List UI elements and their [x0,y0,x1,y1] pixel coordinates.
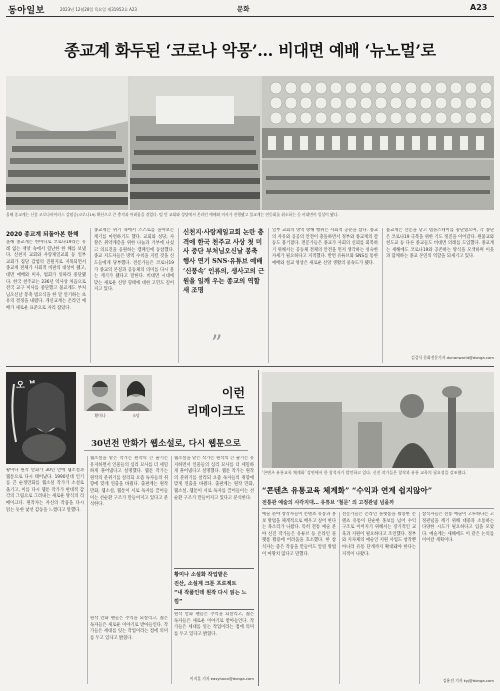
newspaper-logo: 동아일보 [8,6,45,16]
article2-poster [6,372,76,464]
article-separator [6,366,494,367]
article1-column-2: 종교계는 위기 속에서 스스로를 돌아보는 계기를 마련하기도 했다. 교회와 성당, 사찰은 취약계층을 위한 나눔과 기부에 나섰고 의료진을 응원하는 캠페인에 동참했다. 종교 지도자들은 방역 수칙을 지킬 것을 신도들에게 당부했다. 전문가들은 코로나19가 종교의 본질과 공동체의 의미를 다시 묻는 계기가 됐다고 말한다. 비대면 시대에 맞는 새로운 신앙 형태에 대한 고민도 깊어지고 있다. [94,228,174,293]
article2-column-2: 웹소설을 맡은 작가는 원작의 큰 줄기는 유지하면서 인물들의 심리 묘사를 더 세밀하게 풀어냈다고 설명했다. 웹툰 작가는 원작의 분위기를 살리되 요즘 독자들의 취향에 맞게 연출을 바꿨다. 출판계는 원작 만화, 웹소설, 웹툰이 서로 독자를 끌어들이는 선순환 구조가 만들어지고 있다고 분석한다. [90,456,168,508]
column-divider [419,512,420,684]
portrait-hwang-name: 황미나 [94,413,106,418]
pullquote-rule [174,609,254,610]
article2-subhead: 30년전 만화가 웹소설로, 다시 웹툰으로 [91,439,241,449]
subhead-rule [84,450,248,451]
section-divider [258,370,259,686]
column-divider [382,228,383,363]
column-divider [90,228,91,363]
person-avatar-icon [84,375,116,411]
article1-byline: 김갑식 문화전문기자 dunanworld@donga.com [411,355,494,360]
lecture-photo [262,372,494,468]
pullquote-line-3: “내 작품인데 원작 다시 읽는 느낌” [174,590,247,605]
pullquote-line-1: 황미나 소설화 작업맡은 [174,572,228,578]
article3-column-3: 참석자들은 전통 예술이 고루하다는 고정관념을 깨기 위해 대중과 소통하는 다양한 시도가 필요하다고 입을 모았다. 예술계는 새해에도 이 같은 논의를 이어갈 계획이다. [422,512,494,544]
article3-headline: “콘텐츠 유통교육 체계화” “수익과 연계 쉽지않아” [262,486,433,495]
section-label: 문화 [237,5,250,13]
page-number: A23 [470,3,488,12]
article1-photo [6,76,494,210]
article1-photo-caption: 올해 종교계는 신종 코로나바이러스 감염증(코로나19) 확산으로 큰 충격과 어려움을 겪었다. 텅 빈 교회와 성당에서 온라인 예배와 미사가 진행됐고 불교계는 연등회를 취소하는 등 비대면이 일상이 됐다. [6,212,339,217]
pullquote-line-2: 진산, 소설계 크툰 프로젝트 [174,581,237,587]
article1-column-5: 불교계는 산문을 닫고 템플스테이를 중단했으며, 각 종단은 코로나19 극복을 위한 기도 정진을 이어갔다. 원불교와 천도교 등 다른 종교들도 비대면 의례를 도입했다. 종교계는 새해에도 코로나19와 공존하는 방식을 모색하며 이웃과 함께하는 종교 본연의 역할을 되새기고 있다. [386,228,494,260]
pullquote-text: 신천지·사랑제일교회 논란 충격에 한국 천주교 사상 첫 미사 중단 부처님오신날 봉축 행사 연기 SNS·유튜브 예배 ‘신풍속’ 인류의, 생사고의 근원을 일깨 우는 종교의 역할 새 조명 [183,228,265,295]
article2-column-3b: 원작 만화 팬들은 추억을 되살리고, 젊은 독자들은 새로운 이야기로 받아들인다. 작가들은 세대를 잇는 작업이라는 점에 의미를 두고 있다고 밝혔다. [174,612,254,637]
date-line: 2023년 12월28일 목요일 제31953호 A23 [60,7,137,12]
article1-subhead: 2020 종교계 되돌아본 한해 [6,232,79,238]
portrait-sodam [120,375,152,411]
article2-column-3: 웹소설을 맡은 작가는 원작의 큰 줄기는 유지하면서 인물들의 심리 묘사를 더 세밀하게 풀어냈다고 설명했다. 웹툰 작가는 원작의 분위기를 살리되 요즘 독자들의 취향에 맞게 연출을 바꿨다. 출판계는 원작 만화, 웹소설, 웹툰이 서로 독자를 끌어들이는 선순환 구조가 만들어지고 있다고 분석한다. [174,456,254,501]
portrait-sodam-name: 소담 [132,413,140,418]
article2-column-1: 황미나 원작 만화가 30년 만에 웹소설과 웹툰으로 다시 태어났다. 1990년대 인기를 끈 순정만화를 웹소설 작가가 소설로 옮기고, 이를 다시 웹툰 작가가 현대적 감각의 그림으로 그려내는 새로운 방식의 리메이크다. 원작자는 자신의 작품을 다시 읽는 듯한 낯선 감동을 느꼈다고 말했다. [6,468,84,513]
article1-pullquote [183,228,265,362]
article3-photo [262,372,494,468]
article1-column-1: 올해 종교계는 한마디로 코로나19라는 유례 없는 재앙 속에서 험난한 한 해를 보냈다. 신천지 교회와 사랑제일교회 등 일부 교회가 집단 감염의 진원지로 지목되면서 종교계 전체가 사회적 비판의 대상이 됐고, 대면 예배와 미사, 법회가 잇따라 중단됐다. 한국 천주교는 236년 역사상 처음으로 전국 교구 미사를 중단했고 불교계도 부처님오신날 봉축 법요식을 한 달 연기하는 초유의 결정을 내렸다. 개신교계는 온라인 예배가 새로운 표준으로 자리 잡았다. [6,240,86,311]
church-interior-image [6,76,494,210]
person-avatar-icon [120,375,152,411]
portrait-hwang [84,375,116,411]
column-divider [268,228,269,363]
article2-headline-line2: 리메이크도 [187,404,245,418]
masthead-rule [6,16,494,17]
article3-byline: 김윤진 기자 kyj@donga.com [442,678,494,683]
quote-mark-icon: ” [211,332,223,357]
article2-column-2b: 원작 만화 팬들은 추억을 되살리고, 젊은 독자들은 새로운 이야기로 받아들인다. 작가들은 세대를 잇는 작업이라는 점에 의미를 두고 있다고 밝혔다. [90,616,168,641]
column-divider [171,456,172,684]
article2-pullquote [174,568,254,610]
column-divider [178,228,179,363]
article3-subhead: 전통관 예술의 사각지대… 유튜브 ‘철문’ 의 고정관념 넘을까 [262,500,395,506]
article1-headline: 종교계 화두된 ‘코로나 악몽’… 비대면 예배 ‘뉴노멀’로 [64,41,436,60]
article2-headline-line1: 이런 [221,386,245,400]
article1-column-4: 일부 교회의 방역 방해 행위는 사회적 공분을 샀다. 종교의 자유와 공공의 안전이 충돌하면서 정부와 종교계의 갈등도 불거졌다. 전문가들은 종교가 사회의 신뢰를 회복하기 위해서는 공동체 전체의 안전을 먼저 생각하는 성숙한 자세가 필요하다고 지적했다. 반면 유튜브와 SNS를 통한 예배와 설교 영상은 새로운 신앙 생활의 풍속도가 됐다. [272,228,378,266]
article3-photo-caption: ‘콘텐츠 유통교육 체계화’ 강연에서 한 참석자가 발언하고 있다. 신진 작가들은 창작과 유통 교육의 필요성을 강조했다. [262,470,467,475]
pullquote-rule [174,568,254,569]
column-divider [339,512,340,684]
article3-column-2: 전문가들은 온라인 플랫폼을 활용한 콘텐츠 유통이 단순한 홍보를 넘어 수익 구조로 이어지기 위해서는 장기적인 교육과 지원이 필요하다고 조언했다. 정부와 지자체의 예술인 지원 사업도 창작뿐 아니라 유통 단계까지 확대돼야 한다는 지적이 나왔다. [342,512,416,557]
article2-byline: 이지훈 기자 easyhoon@donga.com [189,676,254,681]
poster-title: 오 ᄇ [16,381,37,391]
article3-column-1: 예술 분야 창작자들이 콘텐츠 유통과 홍보 방법을 체계적으로 배우고 싶어 한다는 목소리가 나왔다. 특히 전통 예술 분야 신진 작가들은 유튜브 등 온라인 플랫폼 활용에 어려움을 호소했다. 한 참석자는 좋은 작품을 만들어도 알릴 방법이 마땅치 않다고 말했다. [262,512,336,557]
subhead-rule [262,508,494,509]
column-divider [87,456,88,684]
